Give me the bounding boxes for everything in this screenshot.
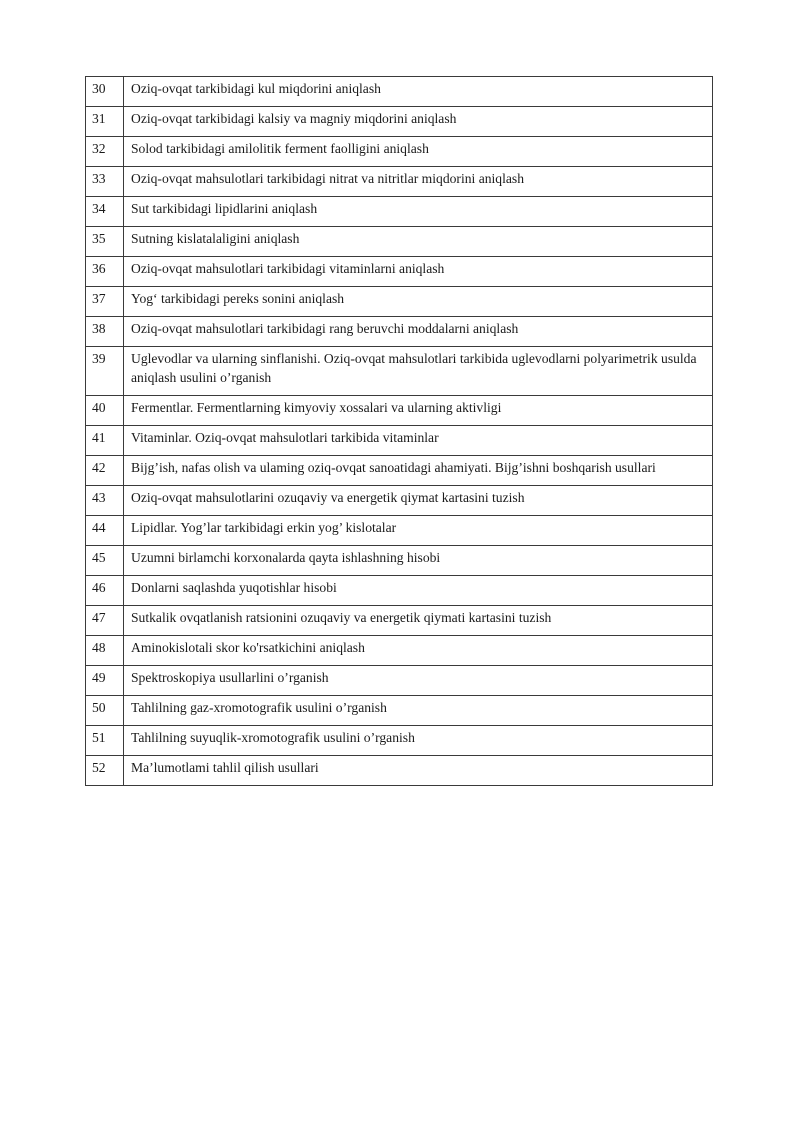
table-row [86,137,713,167]
row-topic: Fermentlar. Fermentlarning kimyoviy xossalari va ularning aktivligi [124,396,713,426]
table-row [86,167,713,197]
table-row [86,636,713,666]
table-row [86,546,713,576]
row-number: 30 [86,77,124,107]
row-topic: Vitaminlar. Oziq-ovqat mahsulotlari tarkibida vitaminlar [124,426,713,456]
table-row [86,726,713,756]
table-row [86,227,713,257]
table-row [86,77,713,107]
table-row [86,486,713,516]
table-row [86,666,713,696]
row-topic: Ma’lumotlami tahlil qilish usullari [124,756,713,786]
table-row [86,107,713,137]
row-topic: Oziq-ovqat mahsulotlari tarkibidagi vitaminlarni aniqlash [124,257,713,287]
table-row [86,696,713,726]
row-topic: Spektroskopiya usullarlini o’rganish [124,666,713,696]
row-topic: Oziq-ovqat tarkibidagi kul miqdorini aniqlash [124,77,713,107]
row-topic: Tahlilning gaz-xromotografik usulini o’rganish [124,696,713,726]
row-topic: Aminokislotali skor ko'rsatkichini aniqlash [124,636,713,666]
row-topic: Solod tarkibidagi amilolitik ferment faolligini aniqlash [124,137,713,167]
row-number: 42 [86,456,124,486]
row-topic: Sutning kislatalaligini aniqlash [124,227,713,257]
topics-table-body [86,77,713,786]
row-number: 37 [86,287,124,317]
row-number: 32 [86,137,124,167]
row-number: 31 [86,107,124,137]
row-topic: Yog‘ tarkibidagi pereks sonini aniqlash [124,287,713,317]
row-number: 49 [86,666,124,696]
row-number: 44 [86,516,124,546]
table-row [86,576,713,606]
row-topic: Sut tarkibidagi lipidlarini aniqlash [124,197,713,227]
table-row [86,456,713,486]
table-row [86,396,713,426]
row-topic: Bijg’ish, nafas olish va ulaming oziq-ovqat sanoatidagi ahamiyati. Bijg’ishni boshqarish usullari [124,456,713,486]
row-number: 41 [86,426,124,456]
row-number: 47 [86,606,124,636]
row-number: 36 [86,257,124,287]
row-number: 45 [86,546,124,576]
row-topic: Sutkalik ovqatlanish ratsionini ozuqaviy va energetik qiymati kartasini tuzish [124,606,713,636]
table-row [86,257,713,287]
row-number: 33 [86,167,124,197]
row-number: 39 [86,347,124,396]
topics-table [85,76,713,786]
row-topic: Donlarni saqlashda yuqotishlar hisobi [124,576,713,606]
row-number: 50 [86,696,124,726]
row-number: 34 [86,197,124,227]
row-topic: Oziq-ovqat tarkibidagi kalsiy va magniy miqdorini aniqlash [124,107,713,137]
row-number: 38 [86,317,124,347]
row-topic: Oziq-ovqat mahsulotlarini ozuqaviy va energetik qiymat kartasini tuzish [124,486,713,516]
table-row [86,347,713,396]
row-number: 46 [86,576,124,606]
table-row [86,756,713,786]
row-number: 43 [86,486,124,516]
row-topic: Oziq-ovqat mahsulotlari tarkibidagi nitrat va nitritlar miqdorini aniqlash [124,167,713,197]
row-number: 35 [86,227,124,257]
row-number: 51 [86,726,124,756]
row-topic: Uzumni birlamchi korxonalarda qayta ishlashning hisobi [124,546,713,576]
table-row [86,516,713,546]
row-topic: Oziq-ovqat mahsulotlari tarkibidagi rang beruvchi moddalarni aniqlash [124,317,713,347]
row-topic: Tahlilning suyuqlik-xromotografik usulini o’rganish [124,726,713,756]
row-topic: Uglevodlar va ularning sinflanishi. Oziq-ovqat mahsulotlari tarkibida uglevodlarni polyarimetrik usulda aniqlash usulini o’rganish [124,347,713,396]
table-row [86,426,713,456]
table-row [86,197,713,227]
row-topic: Lipidlar. Yog’lar tarkibidagi erkin yog’ kislotalar [124,516,713,546]
table-row [86,606,713,636]
row-number: 52 [86,756,124,786]
table-row [86,287,713,317]
row-number: 40 [86,396,124,426]
table-row [86,317,713,347]
row-number: 48 [86,636,124,666]
